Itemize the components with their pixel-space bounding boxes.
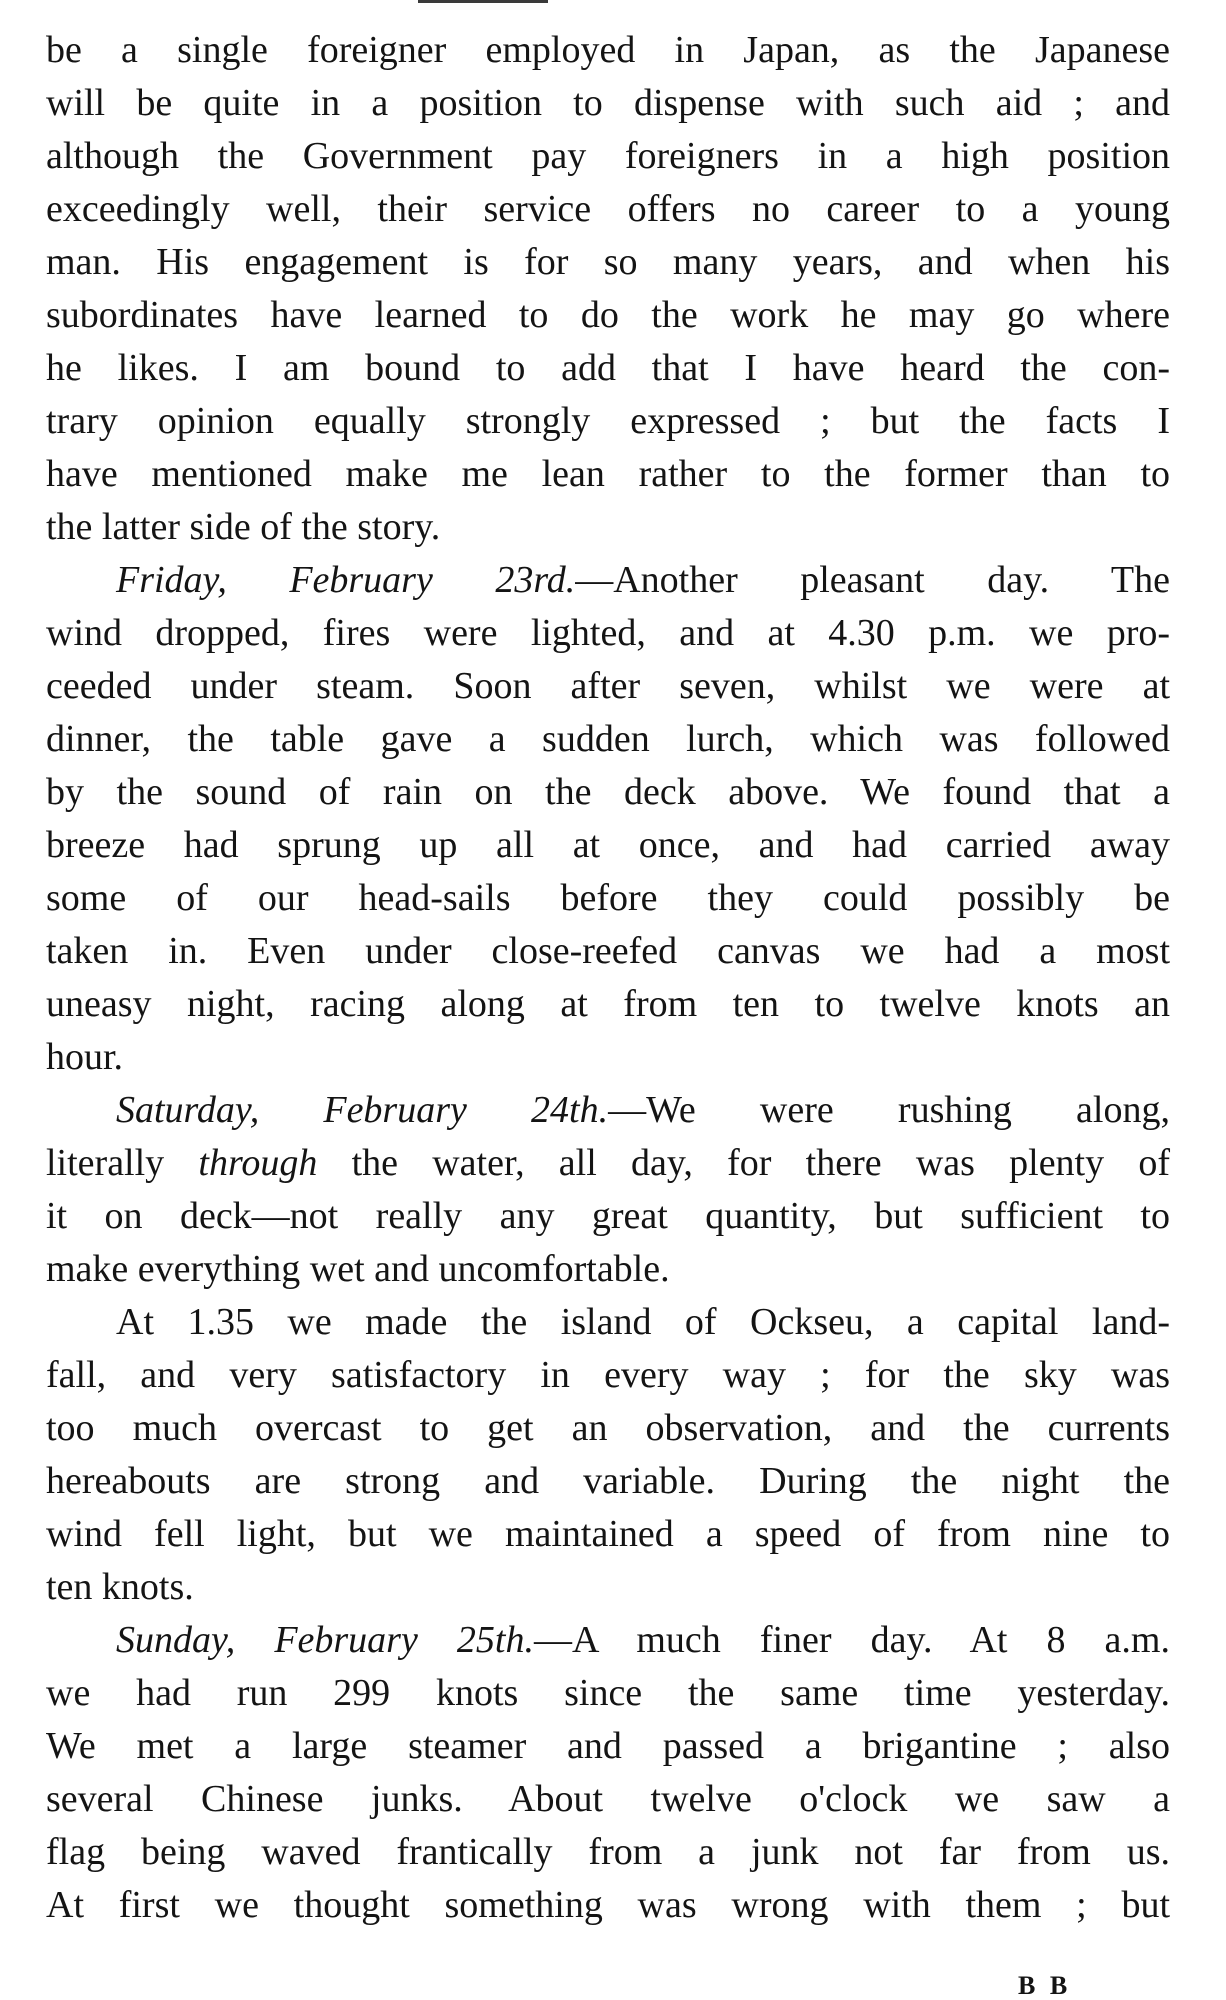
body-text (46, 24, 1170, 1932)
text-line: hereabouts are strong and variable. During the night the (46, 1460, 1170, 1502)
text-line: wind fell light, but we maintained a speed of from nine to (46, 1513, 1170, 1555)
text-line: hour. (46, 1036, 124, 1078)
text-line: the latter side of the story. (46, 506, 441, 548)
text-line: subordinates have learned to do the work he may go where (46, 294, 1170, 336)
text-line: make everything wet and uncomfortable. (46, 1248, 670, 1290)
text-line: At 1.35 we made the island of Ockseu, a capital land- (116, 1301, 1170, 1343)
text-line: trary opinion equally strongly expressed ; but the facts I (46, 400, 1170, 442)
text-line: breeze had sprung up all at once, and had carried away (46, 824, 1170, 866)
text-line: although the Government pay foreigners in a high position (46, 135, 1170, 177)
line-text: literally (46, 1142, 199, 1184)
text-line: several Chinese junks. About twelve o'clock we saw a (46, 1778, 1170, 1820)
text-line: have mentioned make me lean rather to the former than to (46, 453, 1170, 495)
text-line: too much overcast to get an observation, and the currents (46, 1407, 1170, 1449)
text-line: he likes. I am bound to add that I have heard the con- (46, 347, 1170, 389)
entry-feb24-line (46, 1084, 1170, 1137)
text-line: uneasy night, racing along at from ten to twelve knots an (46, 983, 1170, 1025)
text-line: exceedingly well, their service offers no career to a young (46, 188, 1170, 230)
entry-date-heading: Sunday, February 25th. (116, 1619, 534, 1661)
text-line: ceeded under steam. Soon after seven, whilst we were at (46, 665, 1170, 707)
text-line: be a single foreigner employed in Japan, as the Japanese (46, 29, 1170, 71)
entry-date-heading: Friday, February 23rd. (116, 559, 576, 601)
text-line: taken in. Even under close-reefed canvas we had a most (46, 930, 1170, 972)
text-line: dinner, the table gave a sudden lurch, which was followed (46, 718, 1170, 760)
text-line: At first we thought something was wrong with them ; but (46, 1884, 1170, 1926)
text-line: wind dropped, fires were lighted, and at 4.30 p.m. we pro- (46, 612, 1170, 654)
text-line: it on deck—not really any great quantity, but sufficient to (46, 1195, 1170, 1237)
text-line: we had run 299 knots since the same time yesterday. (46, 1672, 1170, 1714)
entry-feb23-line (46, 554, 1170, 607)
entry-feb25-line (46, 1614, 1170, 1667)
top-rule (418, 0, 548, 3)
line-text: the water, all day, for there was plenty of (317, 1142, 1170, 1184)
entry-text: —A much finer day. At 8 a.m. (533, 1619, 1170, 1661)
text-line: ten knots. (46, 1566, 194, 1608)
text-line: flag being waved frantically from a junk not far from us. (46, 1831, 1170, 1873)
entry-text: —We were rushing along, (608, 1089, 1170, 1131)
text-line: We met a large steamer and passed a brigantine ; also (46, 1725, 1170, 1767)
text-line (46, 1137, 1170, 1190)
signature-mark: B B (1018, 1971, 1072, 2000)
entry-text: —Another pleasant day. The (575, 559, 1171, 601)
text-line: some of our head-sails before they could possibly be (46, 877, 1170, 919)
emphasis-text: through (198, 1142, 318, 1184)
text-line: fall, and very satisfactory in every way ; for the sky was (46, 1354, 1170, 1396)
entry-date-heading: Saturday, February 24th. (116, 1089, 609, 1131)
text-line: will be quite in a position to dispense with such aid ; and (46, 82, 1170, 124)
text-line: man. His engagement is for so many years, and when his (46, 241, 1170, 283)
text-line: by the sound of rain on the deck above. We found that a (46, 771, 1170, 813)
